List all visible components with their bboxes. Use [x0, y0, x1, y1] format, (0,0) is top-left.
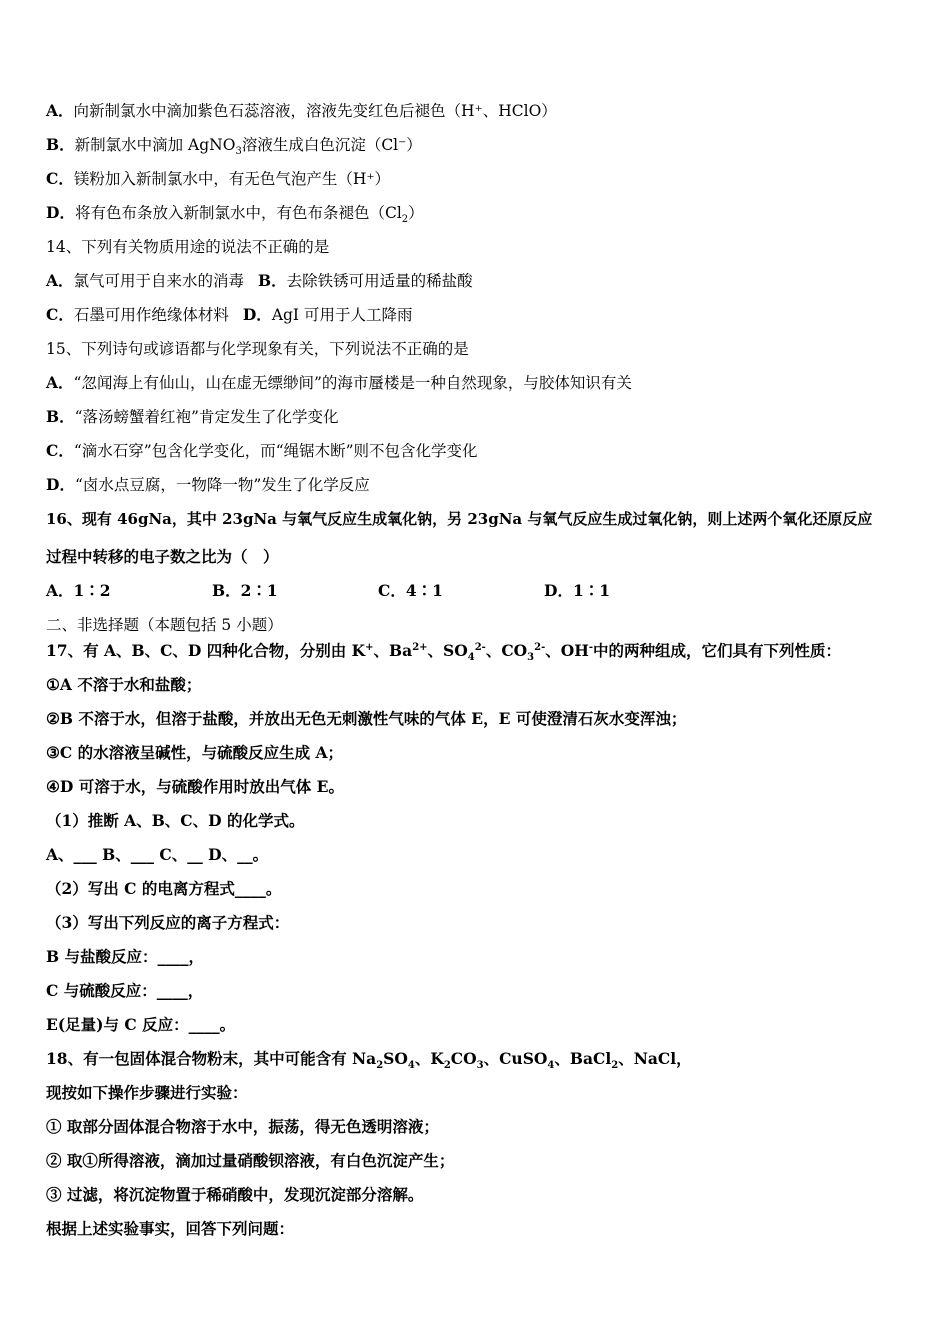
stem-text: 、Ba [373, 641, 413, 660]
q17-property-3: ③C 的水溶液呈碱性，与硫酸反应生成 A； [46, 743, 344, 762]
q16-option-a: A．1∶2 [46, 581, 111, 600]
q15-option-d [46, 474, 370, 496]
section-heading: 二、非选择题（本题包括 5 小题） [46, 616, 283, 634]
option-text-post: ） [408, 204, 424, 222]
subscript: 3 [235, 146, 242, 158]
q17-reaction-1: B 与盐酸反应：____， [46, 947, 204, 966]
option-text: 去除铁锈可用适量的稀盐酸 [286, 272, 473, 290]
q15-option-b [46, 406, 338, 428]
option-text: “落汤螃蟹着红袍”肯定发生了化学变化 [74, 408, 339, 426]
option-label: A． [46, 101, 74, 120]
stem-text: 、K [414, 1049, 444, 1068]
q17-sub-question-1: （1）推断 A、B、C、D 的化学式。 [46, 811, 305, 830]
option-text-pre: 新制氯水中滴加 AgNO [74, 136, 236, 154]
q16-option-c: C．4∶1 [378, 581, 443, 600]
option-label: D． [242, 305, 272, 324]
subscript: 3 [476, 1060, 484, 1072]
q13-option-d [46, 202, 424, 224]
q14-options-cd [46, 304, 412, 326]
superscript: + [365, 641, 374, 653]
q14-stem: 14、下列有关物质用途的说法不正确的是 [46, 238, 330, 256]
option-label: B． [258, 271, 287, 290]
option-text: 氯气可用于自来水的消毒 [73, 272, 245, 290]
option-text-post: 溶液生成白色沉淀（Cl⁻） [241, 136, 422, 154]
q14-options-ab [46, 270, 473, 292]
option-text: 镁粉加入新制氯水中，有无色气泡产生（H⁺） [73, 170, 391, 188]
option-label: D． [46, 475, 75, 494]
stem-text: 、NaCl， [618, 1049, 692, 1068]
option-label: B． [46, 407, 75, 426]
subscript: 2 [401, 214, 409, 226]
subscript: 4 [547, 1060, 555, 1072]
subscript: 4 [467, 652, 475, 664]
stem-text: SO [383, 1049, 408, 1068]
superscript: 2- [474, 641, 486, 653]
stem-text: 、CO [485, 641, 528, 660]
q17-stem [46, 640, 841, 662]
option-text: 石墨可用作绝缘体材料 [73, 306, 229, 324]
q13-option-b [46, 134, 422, 156]
q13-option-a [46, 100, 557, 122]
q17-property-1: ①A 不溶于水和盐酸； [46, 675, 202, 694]
stem-text: 、OH [545, 641, 589, 660]
option-text-pre: 将有色布条放入新制氯水中，有色布条褪色（Cl [74, 204, 402, 222]
option-label: B． [46, 135, 75, 154]
q18-prompt: 根据上述实验事实，回答下列问题： [46, 1219, 295, 1238]
stem-text: 、SO [427, 641, 468, 660]
option-text: “卤水点豆腐，一物降一物”发生了化学反应 [74, 476, 370, 494]
stem-text: 中的两种组成，它们具有下列性质： [593, 641, 842, 660]
q17-property-4: ④D 可溶于水，与硫酸作用时放出气体 E。 [46, 777, 344, 796]
q18-intro: 现按如下操作步骤进行实验： [46, 1083, 248, 1102]
option-text: 向新制氯水中滴加紫色石蕊溶液，溶液先变红色后褪色（H⁺、HClO） [73, 102, 557, 120]
q17-property-2: ②B 不溶于水，但溶于盐酸，并放出无色无刺激性气味的气体 E，E 可使澄清石灰水变浑浊； [46, 709, 687, 728]
subscript: 3 [527, 652, 535, 664]
q16-option-d: D．1∶1 [544, 581, 611, 600]
superscript: 2+ [412, 641, 428, 653]
option-text: “滴水石穿”包含化学变化，而“绳锯木断”则不包含化学变化 [73, 442, 478, 460]
subscript: 2 [443, 1060, 451, 1072]
subscript: 4 [407, 1060, 415, 1072]
option-label: C． [46, 441, 74, 460]
q15-option-c [46, 440, 478, 462]
stem-text: CO [450, 1049, 477, 1068]
q18-step-2: ② 取①所得溶液，滴加过量硝酸钡溶液，有白色沉淀产生； [46, 1151, 455, 1170]
q17-reaction-2: C 与硫酸反应：____， [46, 981, 204, 1000]
stem-text: 18、有一包固体混合物粉末，其中可能含有 Na [46, 1049, 377, 1068]
option-text: AgI 可用于人工降雨 [271, 306, 413, 324]
superscript: 2- [534, 641, 546, 653]
q18-step-3: ③ 过滤，将沉淀物置于稀硝酸中，发现沉淀部分溶解。 [46, 1185, 424, 1204]
q16-stem-line1: 16、现有 46gNa，其中 23gNa 与氧气反应生成氧化钠，另 23gNa 与氧气反应生成过氧化钠，则上述两个氧化还原反应 [46, 510, 873, 528]
q18-step-1: ① 取部分固体混合物溶于水中，振荡，得无色透明溶液； [46, 1117, 439, 1136]
option-label: C． [46, 169, 74, 188]
option-text: “忽闻海上有仙山，山在虚无缥缈间”的海市蜃楼是一种自然现象，与胶体知识有关 [73, 374, 632, 392]
subscript: 2 [376, 1060, 384, 1072]
q17-sub-question-3: （3）写出下列反应的离子方程式： [46, 913, 290, 932]
q17-reaction-3: E(足量)与 C 反应：____。 [46, 1015, 236, 1034]
subscript: 2 [611, 1060, 619, 1072]
q18-stem [46, 1048, 692, 1070]
stem-text: 17、有 A、B、C、D 四种化合物，分别由 K [46, 641, 366, 660]
stem-text: 、BaCl [554, 1049, 612, 1068]
q16-option-b: B．2∶1 [212, 581, 278, 600]
superscript: - [588, 641, 594, 653]
q13-option-c [46, 168, 390, 190]
option-label: A． [46, 373, 74, 392]
q17-answer-blanks: A、___ B、___ C、__ D、__。 [46, 845, 269, 864]
q16-options [46, 580, 610, 602]
option-label: A． [46, 271, 74, 290]
q17-sub-question-2: （2）写出 C 的电离方程式____。 [46, 879, 282, 898]
option-label: C． [46, 305, 74, 324]
stem-text: 、CuSO [483, 1049, 548, 1068]
q15-option-a [46, 372, 632, 394]
option-label: D． [46, 203, 75, 222]
q16-stem-line2: 过程中转移的电子数之比为（ ） [46, 547, 279, 566]
q15-stem: 15、下列诗句或谚语都与化学现象有关，下列说法不正确的是 [46, 340, 469, 358]
